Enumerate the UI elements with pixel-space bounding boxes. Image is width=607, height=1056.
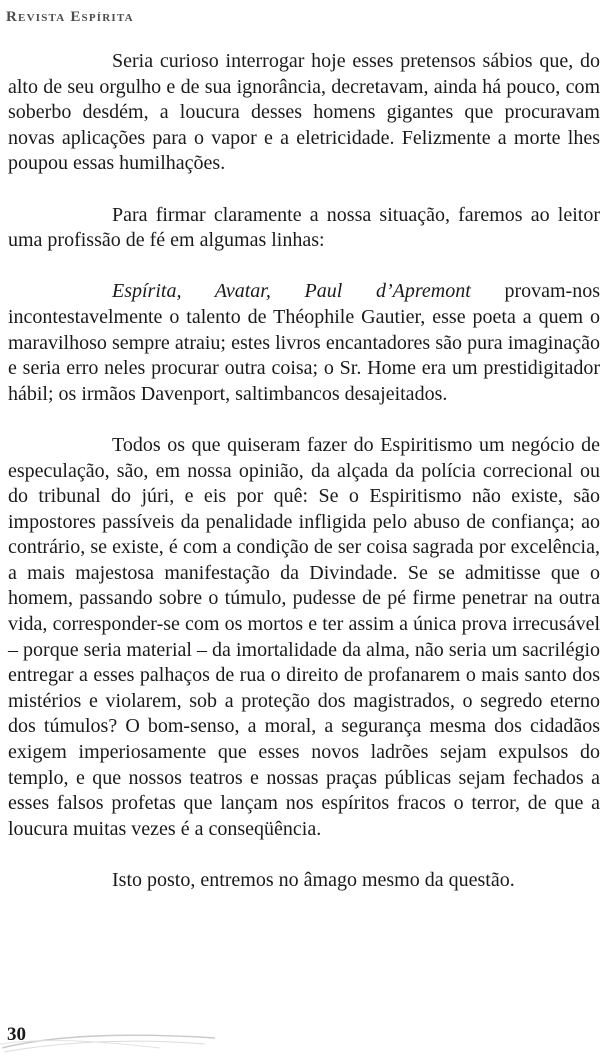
- decorative-swoosh-icon: [0, 1018, 220, 1056]
- running-head: Revista Espírita: [6, 9, 134, 25]
- book-titles: Espírita, Avatar, Paul d’Apremont: [112, 280, 471, 303]
- paragraph-3: [8, 279, 600, 407]
- paragraph-4: Todos os que quiseram fazer do Espiritismo um negócio de especulação, são, em nossa opinião, da alçada da polícia correcional ou do tribunal do júri, e eis por quê: Se o Espiritismo não existe, são impostores passíveis da penalidade infligida pelo abuso de confiança; ao contrário, se existe, é com a condição de ser coisa sagrada por excelência, a mais majestosa manifestação da Divindade. Se se admitisse que o homem, passando sobre o túmulo, pudesse de pé firme penetrar na outra vida, corresponder-se com os mortos e ter assim a única prova irrecusável – porque seria material – da imortalidade da alma, não seria um sacrilégio entregar a esses palhaços de rua o direito de profanarem o mais santo dos mistérios e violarem, sob a proteção dos magistrados, o segredo eterno dos túmulos? O bom-senso, a moral, a segurança mesma dos cidadãos exigem imperiosamente que esses novos ladrões sejam expulsos do templo, e que nossos teatros e nossas praças públicas sejam fechados a esses falsos profetas que lançam nos espíritos fracos o terror, de que a loucura muitas vezes é a conseqüência.: [8, 433, 600, 840]
- page-number: 30: [7, 1024, 26, 1045]
- paragraph-2: Para firmar claramente a nossa situação, faremos ao leitor uma profissão de fé em algumas linhas:: [8, 203, 600, 252]
- paragraph-3-text: provam-nos incontestavelmente o talento de Théophile Gautier, esse poeta a quem o maravilhoso sempre atraiu; estes livros encantadores são pura imaginação e seria erro neles procurar outra coisa; o Sr. Home era um prestidigitador hábil; os irmãos Davenport, saltimbancos desajeitados.: [8, 280, 600, 405]
- body-text: [8, 49, 600, 894]
- paragraph-1: Seria curioso interrogar hoje esses pretensos sábios que, do alto de seu orgulho e de sua ignorância, decretavam, ainda há pouco, com soberbo desdém, a loucura desses homens gigantes que procuravam novas aplicações para o vapor e a eletricidade. Felizmente a morte lhes poupou essas humilhações.: [8, 50, 600, 175]
- paragraph-5: Isto posto, entremos no âmago mesmo da questão.: [112, 869, 515, 891]
